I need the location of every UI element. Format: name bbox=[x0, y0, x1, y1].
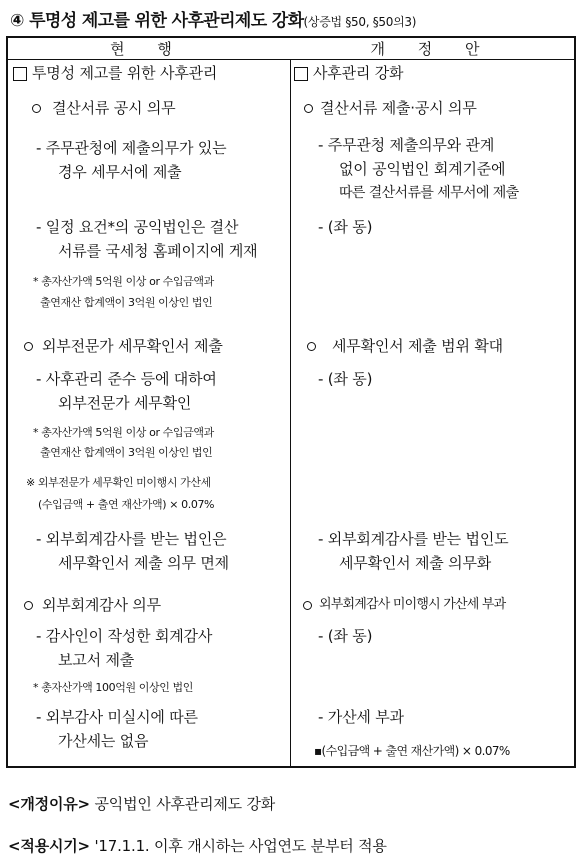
effective-line bbox=[8, 835, 387, 856]
revised-heading: 사후관리 강화 bbox=[313, 64, 404, 82]
current-text-line: - 외부회계감사를 받는 법인은 bbox=[36, 530, 227, 548]
current-text-line: - 외부감사 미실시에 따른 bbox=[36, 708, 198, 726]
title-main: ④ 투명성 제고를 위한 사후관리제도 강화 bbox=[10, 11, 304, 31]
revised-item-title: 결산서류 제출·공시 의무 bbox=[320, 99, 477, 117]
circle-bullet-icon bbox=[307, 342, 316, 351]
header-revised: 개 정 안 bbox=[290, 38, 574, 60]
revised-note: ▪(수입금액 + 출연 재산가액) × 0.07% bbox=[314, 744, 510, 758]
revised-text-line: - (좌 동) bbox=[318, 627, 373, 645]
current-heading: 투명성 제고를 위한 사후관리 bbox=[32, 64, 218, 82]
title-law-reference: (상증법 §50, §50의3) bbox=[303, 15, 417, 29]
reason-line bbox=[8, 793, 275, 814]
revised-text-line: 따른 결산서류를 세무서에 제출 bbox=[339, 185, 519, 201]
revised-text-line: 세무확인서 제출 의무화 bbox=[339, 554, 492, 572]
circle-bullet-icon bbox=[304, 104, 313, 113]
effective-label: <적용시기> bbox=[8, 837, 90, 855]
current-footnote: * 총자산가액 100억원 이상인 법인 bbox=[33, 681, 193, 694]
current-note: (수입금액 + 출연 재산가액) × 0.07% bbox=[38, 498, 215, 511]
revised-text-line: - 외부회계감사를 받는 법인도 bbox=[318, 530, 509, 548]
circle-bullet-icon bbox=[303, 601, 312, 610]
current-text-line: 서류를 국세청 홈페이지에 게재 bbox=[58, 242, 258, 260]
section-title bbox=[10, 6, 576, 31]
current-text-line: - 감사인이 작성한 회계감사 bbox=[36, 627, 213, 645]
revised-text-line: - (좌 동) bbox=[318, 218, 373, 236]
current-text-line: 가산세는 없음 bbox=[58, 732, 149, 750]
current-text-line: - 주무관청에 제출의무가 있는 bbox=[36, 139, 227, 157]
current-text-line: 경우 세무서에 제출 bbox=[58, 163, 182, 181]
current-text-line: 세무확인서 제출 의무 면제 bbox=[58, 554, 229, 572]
revised-item-title: 외부회계감사 미이행시 가산세 부과 bbox=[319, 597, 506, 612]
revised-text-line: - 주무관청 제출의무와 관계 bbox=[318, 136, 495, 154]
reason-label: <개정이유> bbox=[8, 795, 90, 813]
revised-item-title: 세무확인서 제출 범위 확대 bbox=[332, 337, 503, 355]
current-text-line: 외부전문가 세무확인 bbox=[58, 394, 192, 412]
reason-text: 공익법인 사후관리제도 강화 bbox=[94, 795, 276, 813]
current-text-line: - 사후관리 준수 등에 대하여 bbox=[36, 370, 217, 388]
current-footnote: * 총자산가액 5억원 이상 or 수입금액과 bbox=[33, 426, 214, 439]
square-bullet-icon bbox=[294, 67, 308, 81]
current-text-line: - 일정 요건*의 공익법인은 결산 bbox=[36, 218, 239, 236]
current-item-title: 결산서류 공시 의무 bbox=[52, 99, 176, 117]
current-text-line: 보고서 제출 bbox=[58, 651, 135, 669]
revised-text-line: - 가산세 부과 bbox=[318, 708, 404, 726]
header-current: 현 행 bbox=[6, 38, 290, 60]
current-footnote: * 총자산가액 5억원 이상 or 수입금액과 bbox=[33, 275, 214, 288]
current-item-title: 외부전문가 세무확인서 제출 bbox=[42, 337, 223, 355]
square-bullet-icon bbox=[13, 67, 27, 81]
circle-bullet-icon bbox=[32, 104, 41, 113]
current-footnote: 출연재산 합계액이 3억원 이상인 법인 bbox=[40, 446, 213, 459]
current-item-title: 외부회계감사 의무 bbox=[42, 596, 161, 614]
revised-text-line: - (좌 동) bbox=[318, 370, 373, 388]
current-footnote: 출연재산 합계액이 3억원 이상인 법인 bbox=[40, 296, 213, 309]
effective-text: '17.1.1. 이후 개시하는 사업연도 분부터 적용 bbox=[94, 837, 387, 855]
current-note: ※ 외부전문가 세무확인 미이행시 가산세 bbox=[26, 476, 211, 489]
circle-bullet-icon bbox=[24, 601, 33, 610]
revised-text-line: 없이 공익법인 회계기준에 bbox=[339, 160, 506, 178]
circle-bullet-icon bbox=[24, 342, 33, 351]
